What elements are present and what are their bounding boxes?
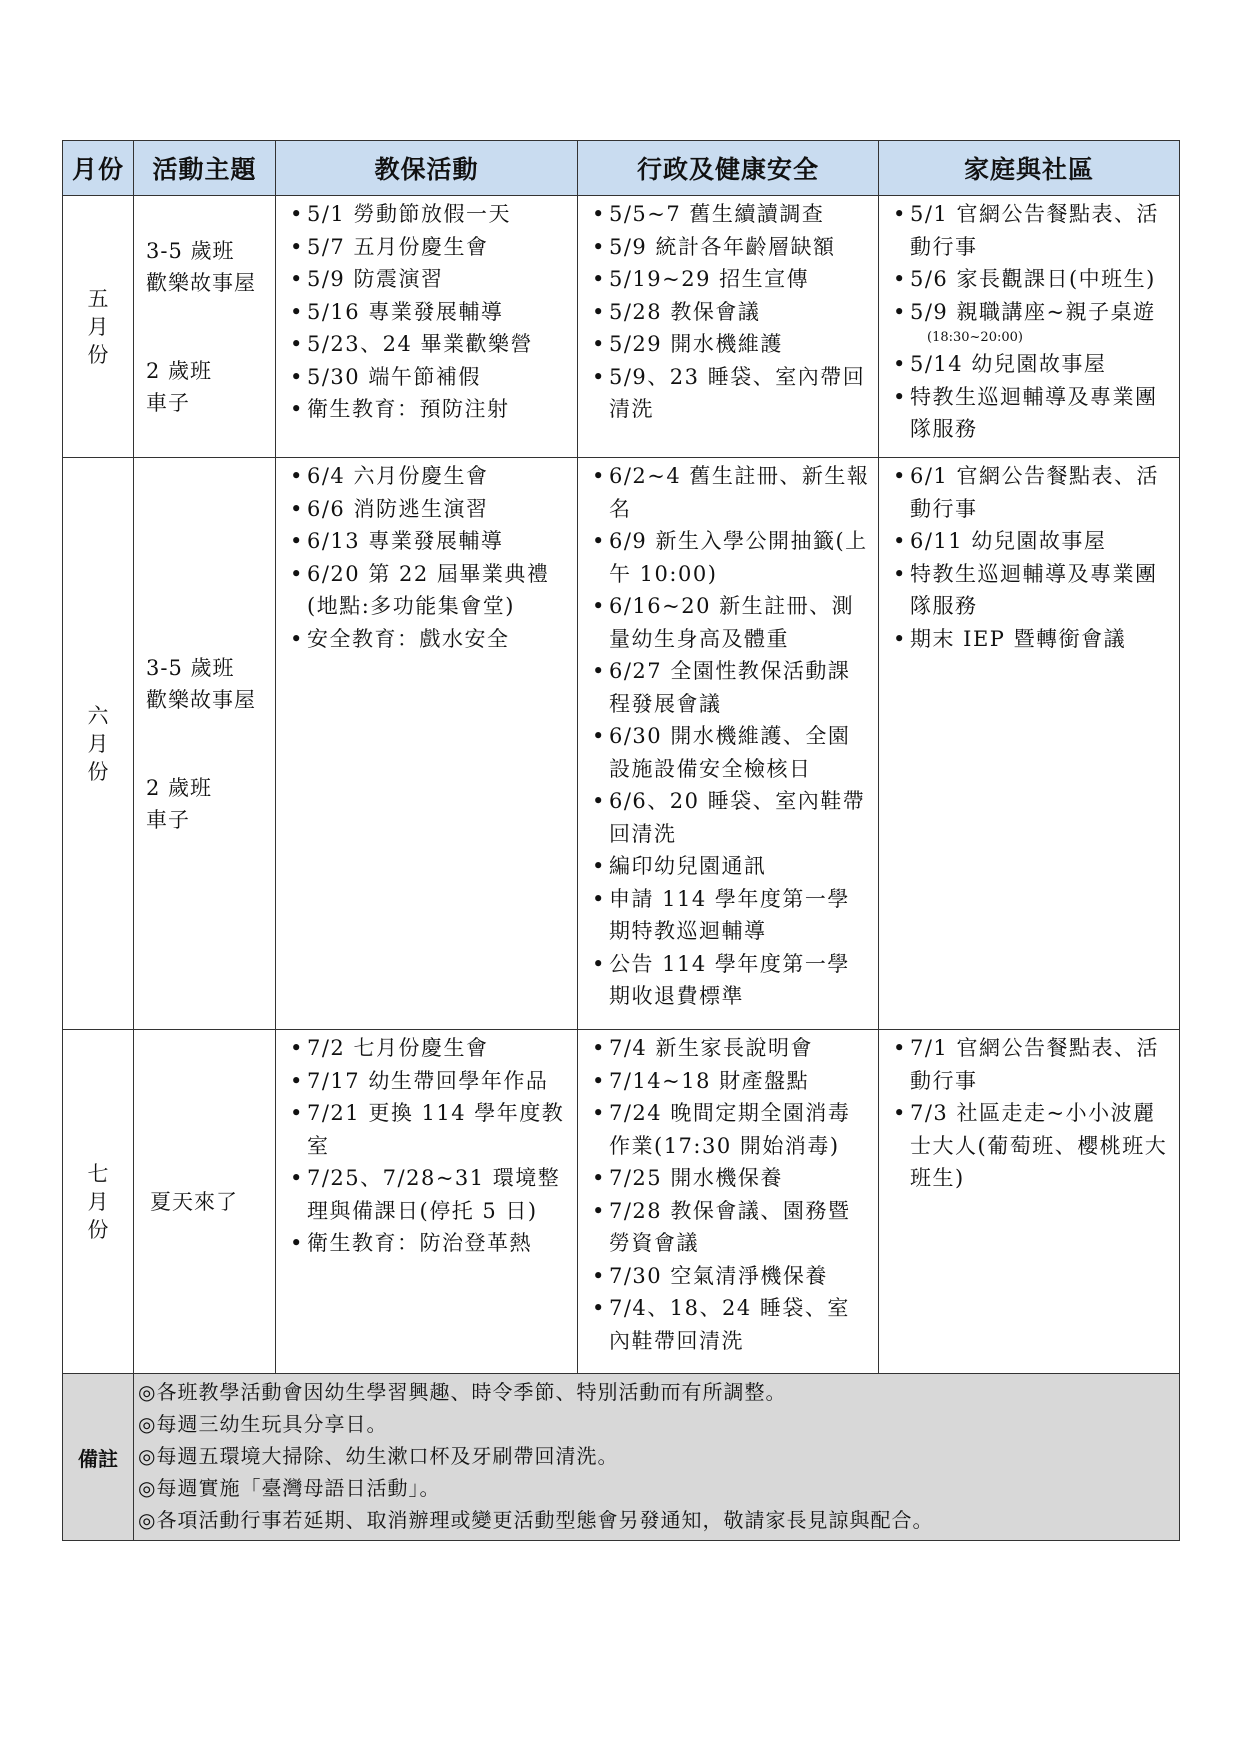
list-item: • 特教生巡迴輔導及專業團隊服務 xyxy=(893,381,1173,446)
notes-label: 備註 xyxy=(63,1374,134,1541)
month-label: 五月份 xyxy=(87,286,109,367)
list-item: • 5/9 統計各年齡層缺額 xyxy=(592,231,872,264)
list-item: • 6/11 幼兒園故事屋 xyxy=(893,525,1173,558)
list-item: • 7/4 新生家長說明會 xyxy=(592,1032,872,1065)
admin-cell xyxy=(578,1030,879,1374)
note-line: ◎各班教學活動會因幼生學習興趣、時令季節、特別活動而有所調整。 xyxy=(138,1380,787,1404)
theme-title: 車子 xyxy=(146,807,190,832)
list-item: • 特教生巡迴輔導及專業團隊服務 xyxy=(893,558,1173,623)
notes-row xyxy=(63,1374,1180,1541)
list-item: • 6/30 開水機維護、全園設施設備安全檢核日 xyxy=(592,720,872,785)
list-item-text: 5/9 親職講座~親子桌遊 xyxy=(910,299,1156,324)
teaching-cell xyxy=(276,1030,578,1374)
month-label-cell xyxy=(63,458,134,1030)
list-item: • 7/25 開水機保養 xyxy=(592,1162,872,1195)
month-label: 六月份 xyxy=(87,703,109,784)
list-item: • 5/16 專業發展輔導 xyxy=(290,296,571,329)
list-item: • 7/14~18 財產盤點 xyxy=(592,1065,872,1098)
list-item: • 6/13 專業發展輔導 xyxy=(290,525,571,558)
list-item: • 7/25、7/28~31 環境整理與備課日(停托 5 日) xyxy=(290,1162,571,1227)
note-line: ◎每週實施「臺灣母語日活動」。 xyxy=(138,1476,441,1500)
time-note: (18:30~20:00) xyxy=(927,330,1023,345)
theme-cell xyxy=(134,1030,276,1374)
theme-class-3-5: 3-5 歲班 xyxy=(146,655,235,680)
list-item: • 6/16~20 新生註冊、測量幼生身高及體重 xyxy=(592,590,872,655)
month-row-june xyxy=(63,458,1180,1030)
theme-title: 車子 xyxy=(146,390,190,415)
month-label: 七月份 xyxy=(87,1161,109,1242)
month-row-july xyxy=(63,1030,1180,1374)
family-cell xyxy=(879,458,1180,1030)
list-item: • 5/6 家長觀課日(中班生) xyxy=(893,263,1173,296)
header-family: 家庭與社區 xyxy=(879,141,1180,196)
note-line: ◎每週三幼生玩具分享日。 xyxy=(138,1412,388,1436)
list-item: • 申請 114 學年度第一學期特教巡迴輔導 xyxy=(592,883,872,948)
list-item: • 衛生教育：預防注射 xyxy=(290,393,571,426)
list-item: • 6/4 六月份慶生會 xyxy=(290,460,571,493)
teaching-cell xyxy=(276,458,578,1030)
family-cell xyxy=(879,1030,1180,1374)
list-item: • 6/1 官網公告餐點表、活動行事 xyxy=(893,460,1173,525)
theme-title: 歡樂故事屋 xyxy=(146,687,256,712)
list-item: • 安全教育：戲水安全 xyxy=(290,623,571,656)
list-item: • 7/17 幼生帶回學年作品 xyxy=(290,1065,571,1098)
note-line: ◎每週五環境大掃除、幼生漱口杯及牙刷帶回清洗。 xyxy=(138,1444,619,1468)
header-teaching: 教保活動 xyxy=(276,141,578,196)
teaching-cell xyxy=(276,196,578,458)
family-cell xyxy=(879,196,1180,458)
list-item: • 5/9 防震演習 xyxy=(290,263,571,296)
note-line: ◎各項活動行事若延期、取消辦理或變更活動型態會另發通知，敬請家長見諒與配合。 xyxy=(138,1508,934,1532)
list-item: • 5/7 五月份慶生會 xyxy=(290,231,571,264)
list-item: • 5/30 端午節補假 xyxy=(290,361,571,394)
list-item: • 衛生教育：防治登革熱 xyxy=(290,1227,571,1260)
activity-plan-table xyxy=(62,140,1180,1541)
theme-class-2: 2 歲班 xyxy=(146,358,213,383)
list-item: • 5/1 官網公告餐點表、活動行事 xyxy=(893,198,1173,263)
theme-class-2: 2 歲班 xyxy=(146,775,213,800)
list-item: • 5/28 教保會議 xyxy=(592,296,872,329)
month-label-cell xyxy=(63,196,134,458)
admin-cell xyxy=(578,458,879,1030)
list-item: • 6/20 第 22 屆畢業典禮(地點:多功能集會堂) xyxy=(290,558,571,623)
list-item: • 6/6 消防逃生演習 xyxy=(290,493,571,526)
list-item: • 5/19~29 招生宣傳 xyxy=(592,263,872,296)
list-item: • 7/3 社區走走~小小波麗士大人(葡萄班、櫻桃班大班生) xyxy=(893,1097,1173,1195)
theme-cell xyxy=(134,196,276,458)
list-item: • 5/1 勞動節放假一天 xyxy=(290,198,571,231)
header-month: 月份 xyxy=(63,141,134,196)
list-item: • 7/2 七月份慶生會 xyxy=(290,1032,571,1065)
header-theme: 活動主題 xyxy=(134,141,276,196)
list-item: • 6/2~4 舊生註冊、新生報名 xyxy=(592,460,872,525)
list-item: • 7/21 更換 114 學年度教室 xyxy=(290,1097,571,1162)
list-item: • 6/6、20 睡袋、室內鞋帶回清洗 xyxy=(592,785,872,850)
admin-cell xyxy=(578,196,879,458)
list-item: • 5/23、24 畢業歡樂營 xyxy=(290,328,571,361)
list-item: • 6/27 全園性教保活動課程發展會議 xyxy=(592,655,872,720)
list-item: • 7/30 空氣清淨機保養 xyxy=(592,1260,872,1293)
list-item xyxy=(893,296,1173,349)
list-item: • 5/14 幼兒園故事屋 xyxy=(893,348,1173,381)
theme-title: 夏天來了 xyxy=(150,1189,238,1214)
list-item: • 編印幼兒園通訊 xyxy=(592,850,872,883)
list-item: • 期末 IEP 暨轉銜會議 xyxy=(893,623,1173,656)
list-item: • 5/9、23 睡袋、室內帶回清洗 xyxy=(592,361,872,426)
theme-title: 歡樂故事屋 xyxy=(146,270,256,295)
header-admin: 行政及健康安全 xyxy=(578,141,879,196)
list-item: • 6/9 新生入學公開抽籤(上午 10:00) xyxy=(592,525,872,590)
list-item: • 5/29 開水機維護 xyxy=(592,328,872,361)
list-item: • 5/5~7 舊生續讀調查 xyxy=(592,198,872,231)
month-row-may xyxy=(63,196,1180,458)
header-row xyxy=(63,141,1180,196)
theme-class-3-5: 3-5 歲班 xyxy=(146,238,235,263)
month-label-cell xyxy=(63,1030,134,1374)
list-item: • 7/1 官網公告餐點表、活動行事 xyxy=(893,1032,1173,1097)
list-item: • 7/24 晚間定期全園消毒作業(17:30 開始消毒) xyxy=(592,1097,872,1162)
list-item: • 7/4、18、24 睡袋、室內鞋帶回清洗 xyxy=(592,1292,872,1357)
notes-cell xyxy=(134,1374,1180,1541)
list-item: • 公告 114 學年度第一學期收退費標準 xyxy=(592,948,872,1013)
theme-cell xyxy=(134,458,276,1030)
list-item: • 7/28 教保會議、園務暨勞資會議 xyxy=(592,1195,872,1260)
